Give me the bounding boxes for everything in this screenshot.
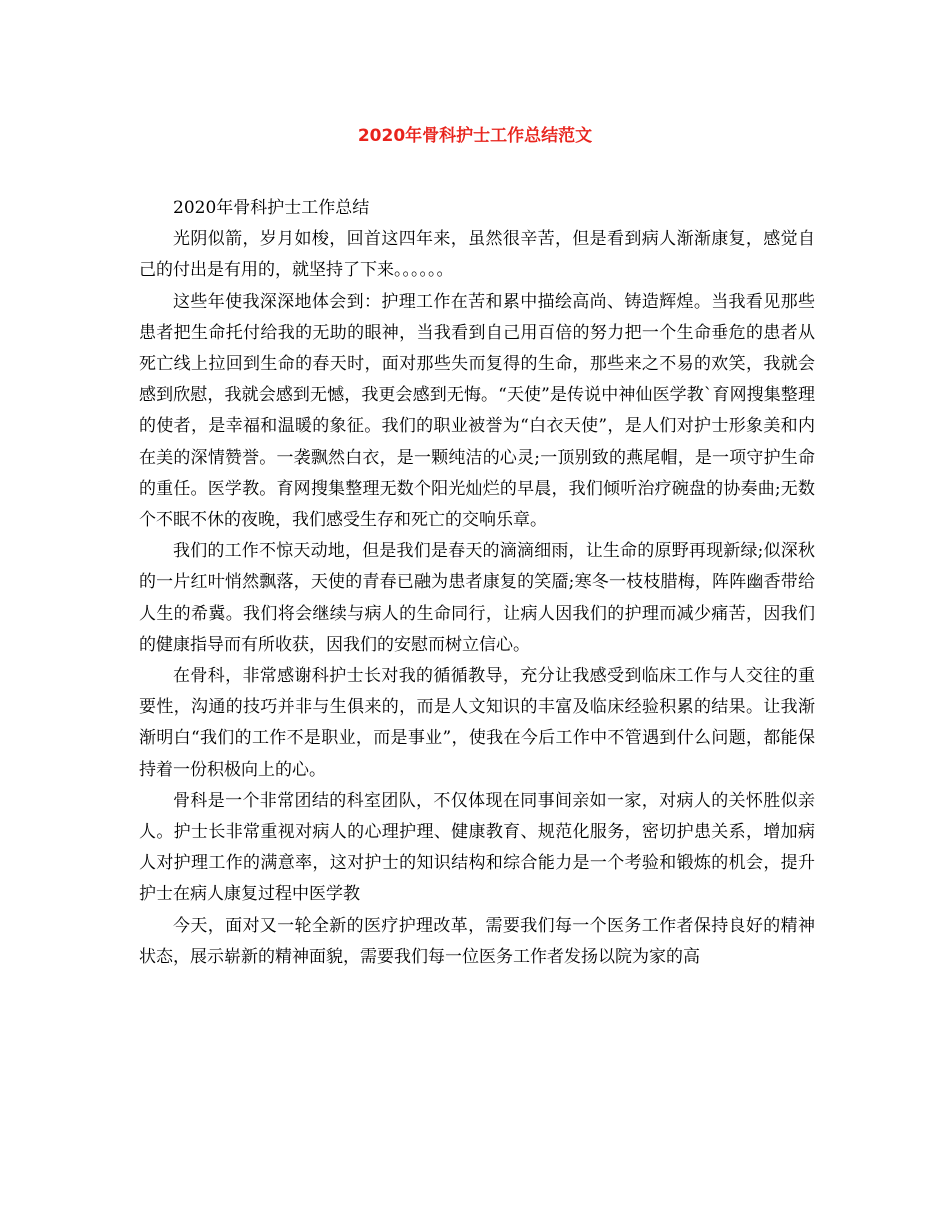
- paragraph: 这些年使我深深地体会到：护理工作在苦和累中描绘高尚、铸造辉煌。当我看见那些患者把生命托付给我的无助的眼神，当我看到自己用百倍的努力把一个生命垂危的患者从死亡线上拉回到生命的春天时，面对那些失而复得的生命，那些来之不易的欢笑，我就会感到欣慰，我就会感到无憾，我更会感到无悔。“天使”是传说中神仙医学教`育网搜集整理的使者，是幸福和温暖的象征。我们的职业被誉为“白衣天使”，是人们对护士形象美和内在美的深情赞誉。一袭飘然白衣，是一颗纯洁的心灵;一顶别致的燕尾帽，是一项守护生命的重任。医学教。育网搜集整理无数个阳光灿烂的早晨，我们倾听治疗碗盘的协奏曲;无数个不眠不休的夜晚，我们感受生存和死亡的交响乐章。: [139, 291, 815, 531]
- paragraph: 骨科是一个非常团结的科室团队，不仅体现在同事间亲如一家，对病人的关怀胜似亲人。护士长非常重视对病人的心理护理、健康教育、规范化服务，密切护患关系，增加病人对护理工作的满意率，这对护士的知识结构和综合能力是一个考验和锻炼的机会，提升护士在病人康复过程中医学教: [139, 790, 815, 905]
- paragraph: 在骨科，非常感谢科护士长对我的循循教导，充分让我感受到临床工作与人交往的重要性，沟通的技巧并非与生俱来的，而是人文知识的丰富及临床经验积累的结果。让我渐渐明白“我们的工作不是职业，而是事业”，使我在今后工作中不管遇到什么问题，都能保持着一份积极向上的心。: [139, 666, 815, 780]
- paragraph: 我们的工作不惊天动地，但是我们是春天的滴滴细雨，让生命的原野再现新绿;似深秋的一片红叶悄然飘落，天使的青春已融为患者康复的笑靥;寒冬一枝枝腊梅，阵阵幽香带给人生的希冀。我们将会继续与病人的生命同行，让病人因我们的护理而减少痛苦，因我们的健康指导而有所收获，因我们的安慰而树立信心。: [139, 541, 815, 655]
- document-title: 2020年骨科护士工作总结范文: [357, 126, 593, 146]
- paragraph: 今天，面对又一轮全新的医疗护理改革，需要我们每一个医务工作者保持良好的精神状态，展示崭新的精神面貌，需要我们每一位医务工作者发扬以院为家的高: [139, 915, 815, 967]
- paragraph: 光阴似箭，岁月如梭，回首这四年来，虽然很辛苦，但是看到病人渐渐康复，感觉自己的付出是有用的，就坚持了下来。。。。。。: [139, 229, 815, 281]
- document-body: [139, 193, 815, 973]
- paragraph-subtitle: 2020年骨科护士工作总结: [173, 198, 370, 218]
